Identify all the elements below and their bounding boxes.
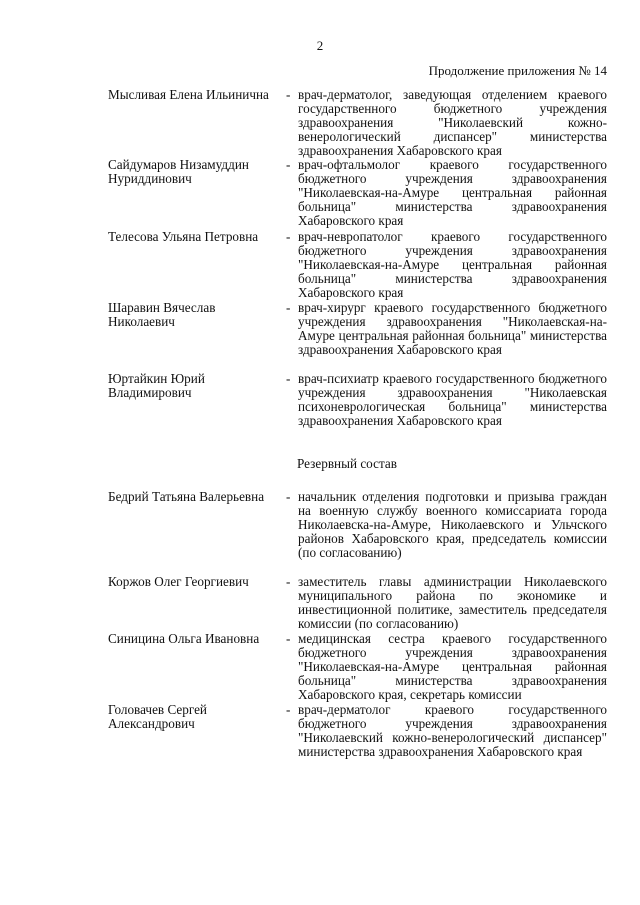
member-description: врач-дерматолог, заведующая отделением краевого государственного бюджетного учреждения здравоохранения "Николаевский кожно-венерологический диспансер" министерства здравоохранения Хабаровского края: [298, 87, 607, 158]
dash-separator: -: [286, 157, 291, 172]
member-name: Шаравин Вячеслав Николаевич: [108, 300, 216, 329]
dash-separator: -: [286, 87, 291, 102]
member-name: Головачев Сергей Александрович: [108, 702, 207, 731]
dash-separator: -: [286, 574, 291, 589]
member-description: врач-дерматолог краевого государственного бюджетного учреждения здравоохранения "Николаевский кожно-венерологический диспансер" министерства здравоохранения Хабаровского края: [298, 702, 607, 759]
appendix-note: Продолжение приложения № 14: [428, 63, 607, 78]
member-description: медицинская сестра краевого государственного бюджетного учреждения здравоохранения "Николаевская-на-Амуре центральная районная больница" министерства здравоохранения Хабаровского края, секретарь комиссии: [298, 631, 607, 702]
reserve-heading: Резервный состав: [297, 456, 397, 471]
member-name: Сайдумаров Низамуддин Нуриддинович: [108, 157, 249, 186]
member-name: Юртайкин Юрий Владимирович: [108, 371, 205, 400]
member-description: врач-офтальмолог краевого государственного бюджетного учреждения здравоохранения "Николаевская-на-Амуре центральная районная больница" министерства здравоохранения Хабаровского края: [298, 157, 607, 228]
member-name: Бедрий Татьяна Валерьевна: [108, 489, 265, 504]
member-name: Мысливая Елена Ильинична: [108, 87, 269, 102]
dash-separator: -: [286, 300, 291, 315]
member-name: Коржов Олег Георгиевич: [108, 574, 249, 589]
dash-separator: -: [286, 702, 291, 717]
page-number: 2: [316, 38, 324, 53]
member-description: начальник отделения подготовки и призыва граждан на военную службу военного комиссариата города Николаевска-на-Амуре, Николаевского и Ульчского районов Хабаровского края, председатель комиссии (по согласованию): [298, 489, 607, 560]
member-description: врач-психиатр краевого государственного бюджетного учреждения здравоохранения "Николаевская психоневрологическая больница" министерства здравоохранения Хабаровского края: [298, 371, 607, 428]
member-description: врач-хирург краевого государственного бюджетного учреждения здравоохранения "Николаевская-на-Амуре центральная районная больница" министерства здравоохранения Хабаровского края: [298, 300, 607, 357]
member-description: врач-невропатолог краевого государственного бюджетного учреждения здравоохранения "Николаевская-на-Амуре центральная районная больница" министерства здравоохранения Хабаровского края: [298, 229, 607, 300]
dash-separator: -: [286, 631, 291, 646]
member-name: Синицина Ольга Ивановна: [108, 631, 260, 646]
dash-separator: -: [286, 371, 291, 386]
dash-separator: -: [286, 229, 291, 244]
dash-separator: -: [286, 489, 291, 504]
member-description: заместитель главы администрации Николаевского муниципального района по экономике и инвестиционной политике, заместитель председателя комиссии (по согласованию): [298, 574, 607, 631]
member-name: Телесова Ульяна Петровна: [108, 229, 259, 244]
